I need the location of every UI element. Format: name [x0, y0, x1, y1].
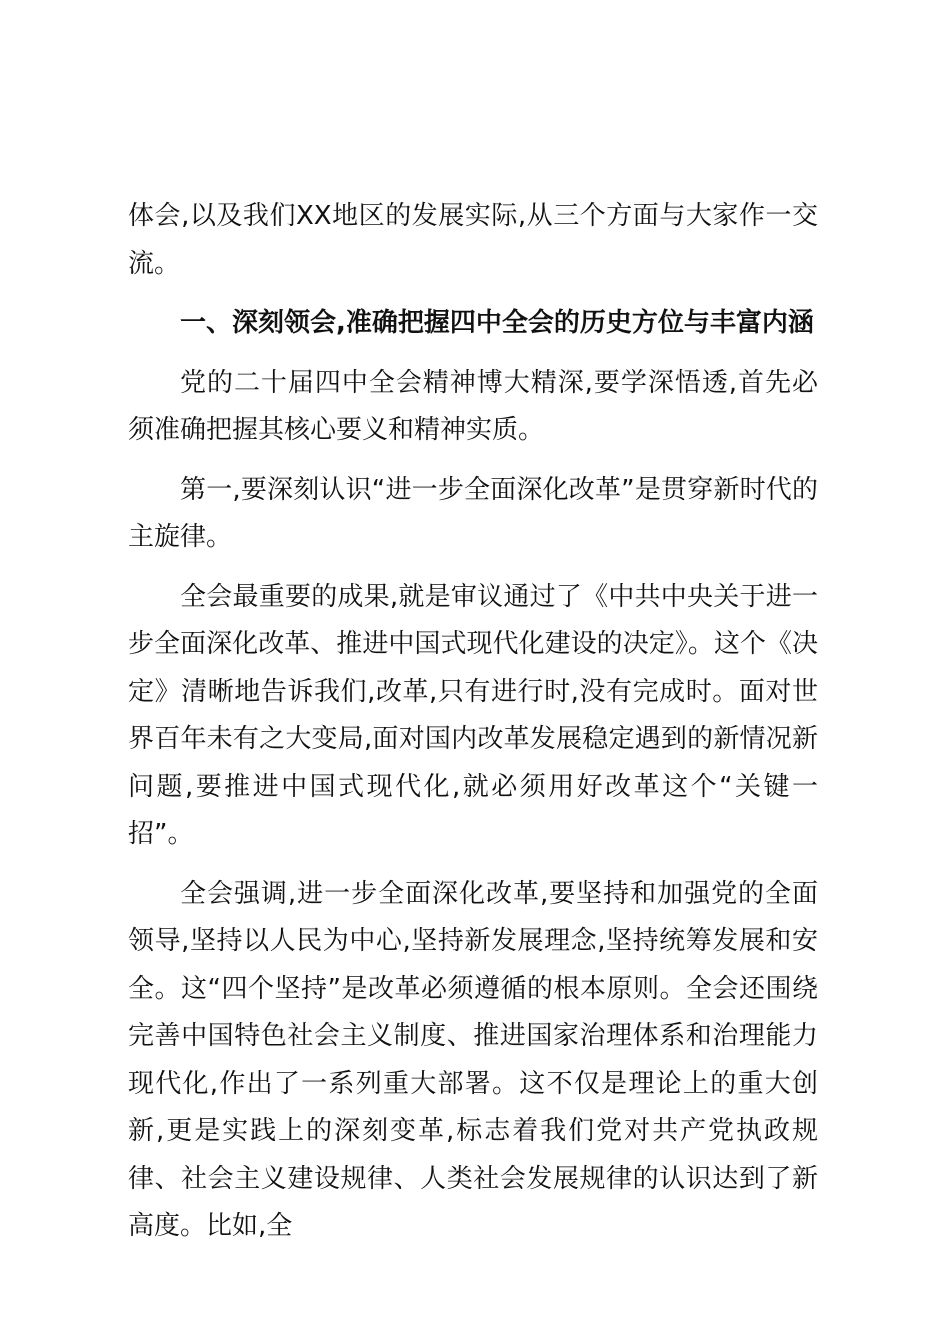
- section-heading-1: 一、深刻领会,准确把握四中全会的历史方位与丰富内涵: [180, 308, 814, 338]
- paragraph-point-first: 第一,要深刻认识“进一步全面深化改革”是贯穿新时代的主旋律。: [128, 474, 818, 552]
- paragraph-intro-continuation: 体会,以及我们XX地区的发展实际,从三个方面与大家作一交流。: [128, 201, 818, 279]
- paragraph-overview: 党的二十届四中全会精神博大精深,要学深悟透,首先必须准确把握其核心要义和精神实质。: [128, 367, 818, 445]
- paragraph-decision: 全会最重要的成果,就是审议通过了《中共中央关于进一步全面深化改革、推进中国式现代化建设的决定》。这个《决定》清晰地告诉我们,改革,只有进行时,没有完成时。面对世界百年未有之大变局,面对国内改革发展稳定遇到的新情况新问题,要推进中国式现代化,就必须用好改革这个“关键一招”。: [128, 581, 818, 849]
- document-body: [128, 193, 818, 1263]
- paragraph-four-principles: 全会强调,进一步全面深化改革,要坚持和加强党的全面领导,坚持以人民为中心,坚持新发展理念,坚持统筹发展和安全。这“四个坚持”是改革必须遵循的根本原则。全会还围绕完善中国特色社会主义制度、推进国家治理体系和治理能力现代化,作出了一系列重大部署。这不仅是理论上的重大创新,更是实践上的深刻变革,标志着我们党对共产党执政规律、社会主义建设规律、人类社会发展规律的认识达到了新高度。比如,全: [128, 878, 818, 1241]
